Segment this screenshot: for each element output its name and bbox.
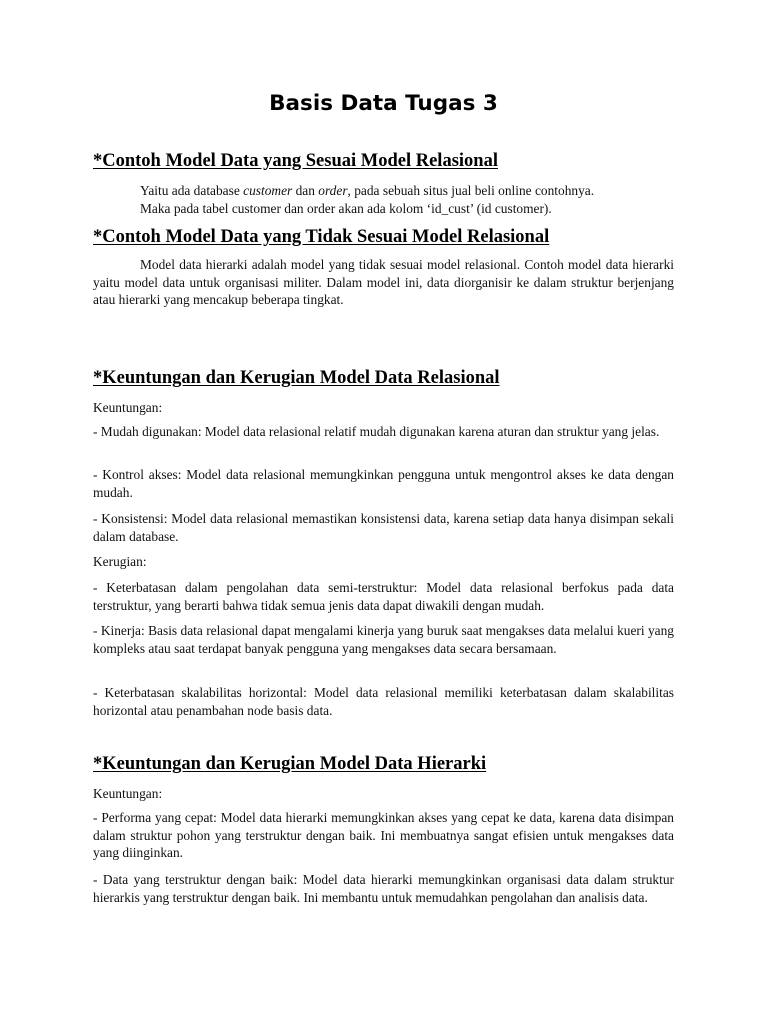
section-paragraph-relational-example [140, 182, 674, 217]
text-run-italic: customer [243, 183, 293, 198]
text-run-italic: order [318, 183, 348, 198]
document-title: Basis Data Tugas 3 [269, 91, 498, 116]
section-heading-hierarchical-pros-cons: *Keuntungan dan Kerugian Model Data Hierarki [93, 754, 487, 774]
list-item: - Keterbatasan dalam pengolahan data semi-terstruktur: Model data relasional berfokus pada data terstruktur, yang berarti bahwa tidak semua jenis data dapat diwakili dengan mudah. [93, 580, 674, 613]
list-item: - Keterbatasan skalabilitas horizontal: Model data relasional memiliki keterbatasan dalam skalabilitas horizontal atau penambahan node basis data. [93, 685, 674, 718]
list-item: - Data yang terstruktur dengan baik: Model data hierarki memungkinkan organisasi data dalam struktur hierarkis yang terstruktur dengan baik. Ini membantu untuk memudahkan pengolahan dan analisis data. [93, 872, 674, 905]
section-heading-relational-example: *Contoh Model Data yang Sesuai Model Relasional [93, 151, 498, 171]
disadvantages-label: Kerugian: [93, 554, 147, 569]
list-item: - Kinerja: Basis data relasional dapat mengalami kinerja yang buruk saat mengakses data melalui kueri yang kompleks atau saat terdapat banyak pengguna yang mengakses data secara bersamaan. [93, 623, 674, 656]
section-heading-relational-pros-cons: *Keuntungan dan Kerugian Model Data Relasional [93, 368, 500, 388]
text-run: Maka pada tabel customer dan order akan ada kolom ‘id_cust’ (id customer). [140, 200, 552, 216]
list-item: - Mudah digunakan: Model data relasional relatif mudah digunakan karena aturan dan struktur yang jelas. [93, 424, 660, 439]
text-run: , pada sebuah situs jual beli online contohnya. [347, 183, 595, 198]
text-run: Yaitu ada database [140, 183, 244, 198]
section-heading-nonrelational-example: *Contoh Model Data yang Tidak Sesuai Model Relasional [93, 227, 550, 247]
advantages-label: Keuntungan: [93, 400, 163, 415]
list-item: - Kontrol akses: Model data relasional memungkinkan pengguna untuk mengontrol akses ke data dengan mudah. [93, 467, 674, 500]
list-item: - Performa yang cepat: Model data hierarki memungkinkan akses yang cepat ke data, karena data disimpan dalam struktur pohon yang terstruktur dengan baik. Ini membuatnya sangat efisien untuk mengakses data yang diinginkan. [93, 810, 674, 860]
section-paragraph-nonrelational-example: Model data hierarki adalah model yang tidak sesuai model relasional. Contoh model data hierarki yaitu model data untuk organisasi militer. Dalam model ini, data diorganisir ke dalam struktur berjenjang atau hierarki yang mencakup beberapa tingkat. [93, 257, 674, 307]
text-run: dan [292, 183, 319, 198]
list-item: - Konsistensi: Model data relasional memastikan konsistensi data, karena setiap data hanya disimpan sekali dalam database. [93, 511, 674, 544]
advantages-label: Keuntungan: [93, 786, 163, 801]
